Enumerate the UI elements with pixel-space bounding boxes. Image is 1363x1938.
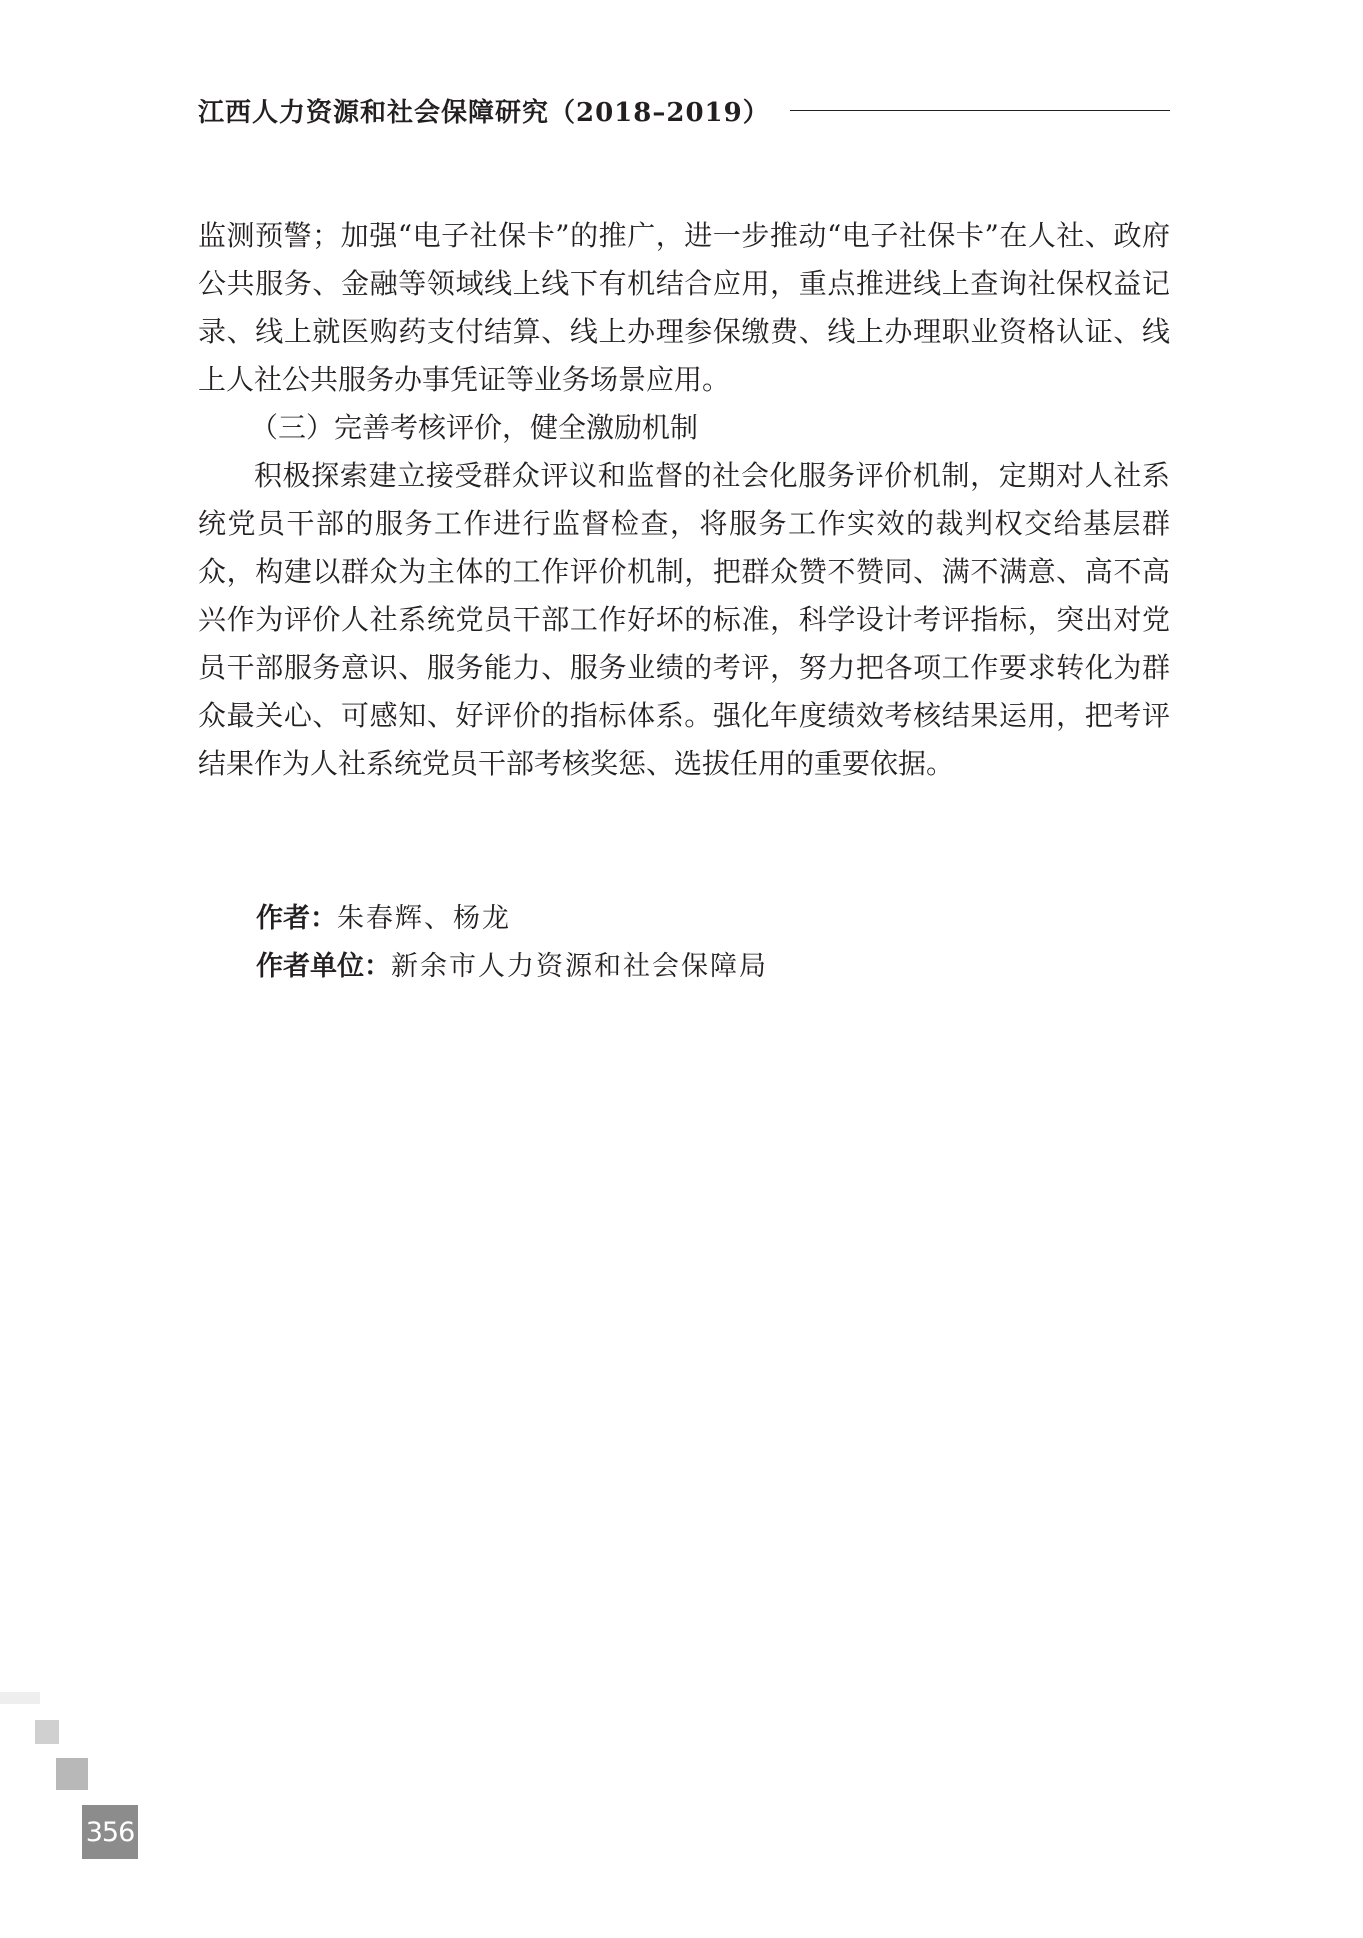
decorative-square-3: [56, 1758, 88, 1790]
paragraph-continuation: 监测预警；加强“电子社保卡”的推广，进一步推动“电子社保卡”在人社、政府公共服务、金融等领域线上线下有机结合应用，重点推进线上查询社保权益记录、线上就医购药支付结算、线上办理参保缴费、线上办理职业资格认证、线上人社公共服务办事凭证等业务场景应用。: [198, 219, 1170, 396]
decorative-square-2: [35, 1720, 59, 1744]
decorative-square-1: [0, 1692, 40, 1704]
section-heading: （三）完善考核评价，健全激励机制: [250, 411, 699, 444]
book-title: 江西人力资源和社会保障研究（2018–2019）: [198, 97, 770, 128]
header-rule: [790, 110, 1170, 111]
body-text: [198, 212, 1170, 788]
author-line: [256, 895, 1156, 943]
page-number: 356: [82, 1805, 138, 1859]
author-unit-label: 作者单位：: [256, 951, 391, 982]
author-unit-line: [256, 943, 1156, 991]
paragraph-evaluation: 积极探索建立接受群众评议和监督的社会化服务评价机制，定期对人社系统党员干部的服务工作进行监督检查，将服务工作实效的裁判权交给基层群众，构建以群众为主体的工作评价机制，把群众赞不赞同、满不满意、高不高兴作为评价人社系统党员干部工作好坏的标准，科学设计考评指标，突出对党员干部服务意识、服务能力、服务业绩的考评，努力把各项工作要求转化为群众最关心、可感知、好评价的指标体系。强化年度绩效考核结果运用，把考评结果作为人社系统党员干部考核奖惩、选拔任用的重要依据。: [198, 459, 1170, 780]
author-unit: 新余市人力资源和社会保障局: [391, 951, 768, 982]
author-label: 作者：: [256, 903, 337, 934]
author-names: 朱春辉、杨龙: [337, 903, 511, 934]
running-header: [198, 88, 1170, 132]
author-credits: [256, 895, 1156, 991]
